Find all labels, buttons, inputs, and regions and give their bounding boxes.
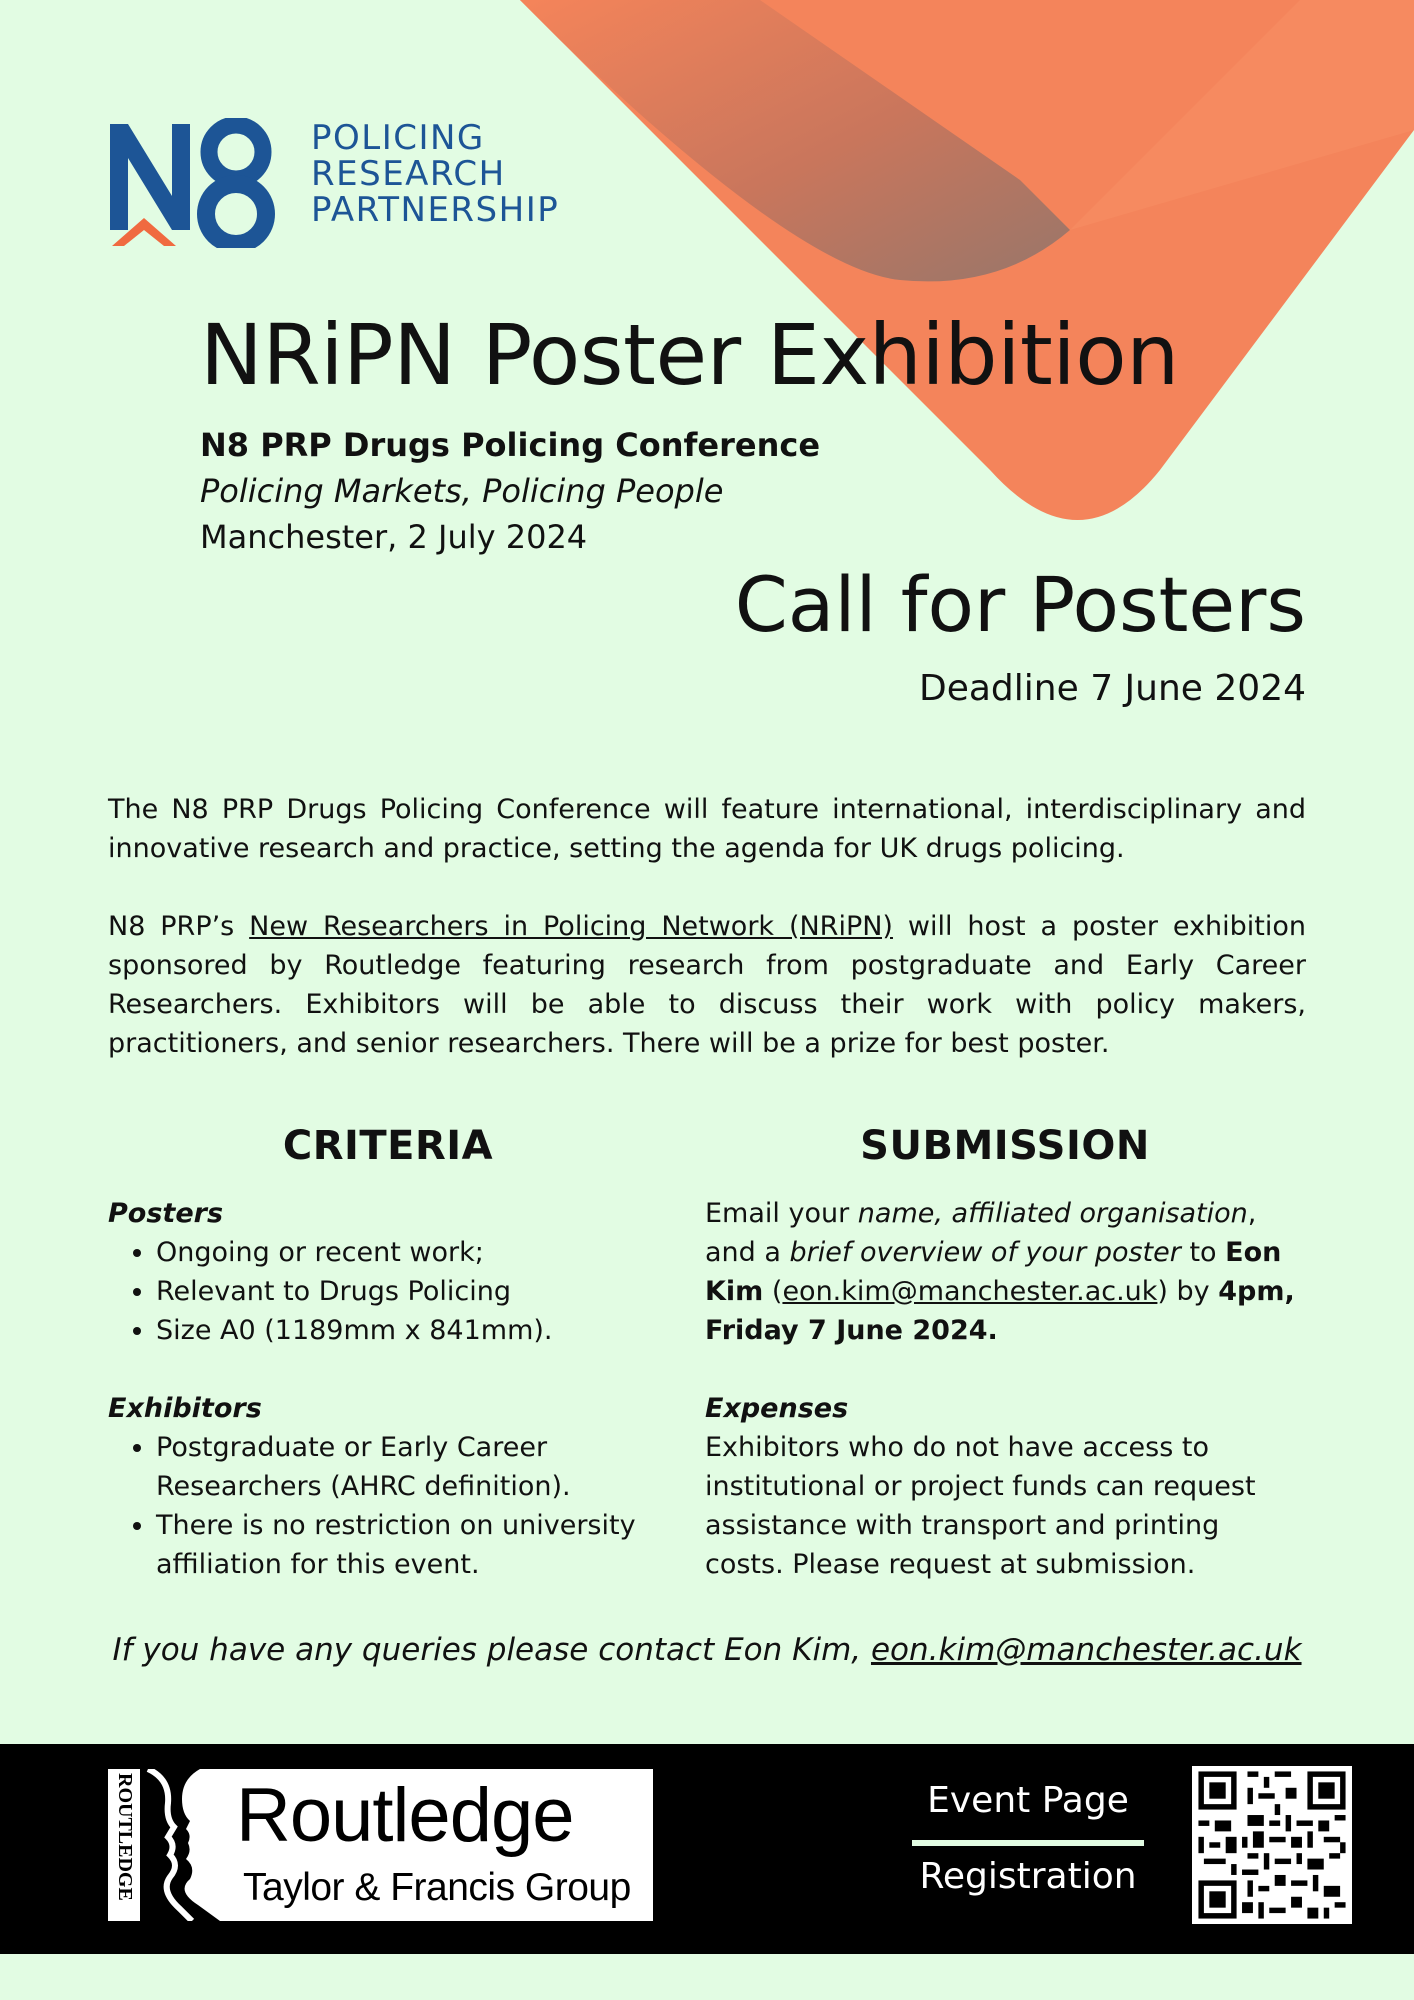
expenses-text: Exhibitors who do not have access to institutional or project funds can request assistance with transport and printing costs. Please request at submission. — [705, 1432, 1256, 1580]
intro-text — [108, 790, 1306, 1102]
posters-list — [108, 1233, 668, 1350]
sub-t4: brief overview of your poster — [789, 1237, 1181, 1268]
submission-text — [705, 1194, 1305, 1350]
routledge-vertical-text: ROUTLEDGE — [114, 1773, 136, 1901]
nripn-link[interactable]: New Researchers in Policing Network (NRiPN) — [249, 911, 893, 942]
criteria-section — [108, 1118, 668, 1584]
sub-t3: , and a — [705, 1198, 1257, 1268]
n8-logo-mark — [106, 118, 286, 248]
event-page-link[interactable]: Event Page — [927, 1780, 1129, 1821]
n8-logo — [106, 118, 626, 258]
conference-place-date: Manchester, 2 July 2024 — [200, 518, 588, 556]
logo-line-1: POLICING — [311, 118, 485, 158]
queries-email-link[interactable]: eon.kim@manchester.ac.uk — [870, 1632, 1302, 1668]
routledge-name: Routledge — [236, 1773, 574, 1858]
logo-line-2: RESEARCH — [311, 154, 506, 194]
qr-code-icon[interactable] — [1192, 1766, 1352, 1924]
submission-heading: SUBMISSION — [860, 1123, 1150, 1169]
routledge-profile-icon — [130, 1769, 240, 1921]
sub-t7: ( — [763, 1276, 783, 1307]
routledge-logo — [108, 1769, 653, 1921]
deadline: Deadline 7 June 2024 — [919, 668, 1306, 709]
qr-code-graphic — [1192, 1766, 1352, 1924]
logo-wordmark — [311, 120, 559, 228]
footer-divider — [912, 1840, 1144, 1846]
intro-paragraph-1: The N8 PRP Drugs Policing Conference will feature international, interdisciplinary and innovative research and practice, setting the agenda for UK drugs policing. — [108, 794, 1306, 864]
sub-t2: name, affiliated organisation — [857, 1198, 1248, 1229]
page-title: NRiPN Poster Exhibition — [200, 306, 1179, 404]
posters-subheading: Posters — [108, 1198, 224, 1229]
expenses-subheading: Expenses — [705, 1393, 849, 1424]
footer-bar — [0, 1744, 1414, 1954]
registration-link[interactable]: Registration — [919, 1856, 1137, 1897]
conference-subtitle: Policing Markets, Policing People — [200, 472, 724, 510]
queries-line — [0, 1632, 1414, 1668]
list-item: • Postgraduate or Early Career Researchers (AHRC definition). — [156, 1428, 668, 1506]
intro-p2-pre: N8 PRP’s — [108, 911, 250, 942]
criteria-heading: CRITERIA — [282, 1123, 494, 1169]
intro-p2-post: will host a poster exhibition sponsored by Routledge featuring research from postgraduate and Early Career Researchers. Exhibitors will be able to discuss their work with policy makers, practitioners, and senior researchers. There will be a prize for best poster. — [108, 911, 1306, 1059]
logo-line-3: PARTNERSHIP — [311, 190, 560, 230]
queries-text: If you have any queries please contact Eon Kim, — [112, 1632, 871, 1668]
sub-t5: to — [1180, 1237, 1226, 1268]
sub-t8: ) by — [1157, 1276, 1219, 1307]
list-item: • There is no restriction on university affiliation for this event. — [156, 1506, 668, 1584]
list-item: • Size A0 (1189mm x 841mm). — [156, 1311, 668, 1350]
exhibitors-subheading: Exhibitors — [108, 1393, 262, 1424]
conference-name: N8 PRP Drugs Policing Conference — [200, 426, 821, 464]
contact-name: Eon Kim — [705, 1237, 1282, 1307]
intro-paragraph-2 — [108, 907, 1306, 1063]
orange-chevron-decoration — [0, 0, 1414, 600]
call-for-posters-heading: Call for Posters — [734, 560, 1306, 649]
exhibitors-list — [108, 1428, 668, 1584]
submission-section — [705, 1118, 1305, 1584]
submission-email-link[interactable]: eon.kim@manchester.ac.uk — [782, 1276, 1158, 1307]
list-item: • Relevant to Drugs Policing — [156, 1272, 668, 1311]
list-item: • Ongoing or recent work; — [156, 1233, 668, 1272]
submission-deadline: 4pm, Friday 7 June 2024. — [705, 1276, 1295, 1346]
sub-t1: Email your — [705, 1198, 858, 1229]
routledge-subtitle: Taylor & Francis Group — [243, 1866, 631, 1909]
